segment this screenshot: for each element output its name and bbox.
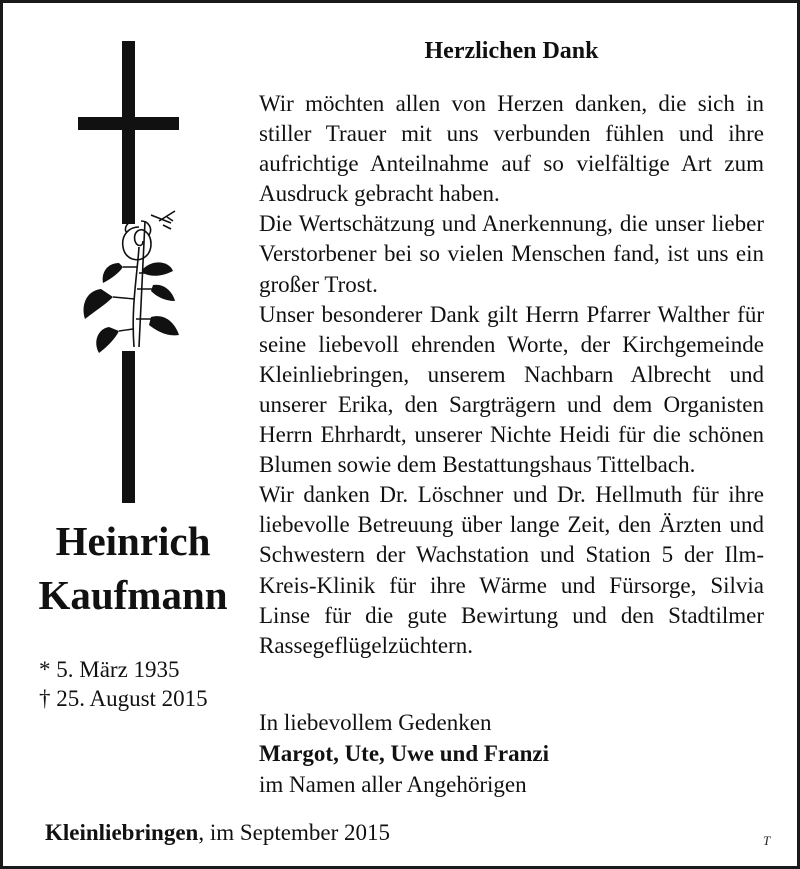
notice-date: , im September 2015: [198, 820, 390, 845]
notice-body: [259, 89, 764, 661]
publisher-mark: T: [763, 833, 771, 848]
paragraph: Die Wertschätzung und Anerkennung, die unser lieber Verstorbener bei so vielen Menschen fand, ist uns ein großer Trost.: [259, 211, 764, 297]
cross-stem: [122, 351, 135, 503]
rose-icon: [79, 207, 199, 357]
paragraph: Wir danken Dr. Löschner und Dr. Hellmuth für ihre liebevolle Betreuung über lange Zeit, den Ärzten und Schwestern der Wachstation und Station 5 der Ilm-Kreis-Klinik für ihre Wärme und Fürsorge, Silvia Linse für die gute Bewirtung und den Stadtilmer Rassegeflügelzüchtern.: [259, 482, 764, 658]
life-dates: [39, 655, 208, 713]
notice-headline: Herzlichen Dank: [424, 38, 599, 64]
place-and-date: [45, 818, 390, 848]
cross-icon: [122, 41, 135, 224]
cross-with-rose: [63, 41, 203, 503]
death-date: † 25. August 2015: [39, 686, 208, 711]
deceased-last-name: Kaufmann: [38, 572, 228, 618]
closing-greeting: In liebevollem Gedenken: [259, 710, 492, 735]
closing-block: [259, 707, 549, 800]
paragraph: Unser besonderer Dank gilt Herrn Pfarrer Walther für seine liebevoll ehrenden Worte, der Kirchgemeinde Kleinliebringen, unserem Nachbarn Albrecht und unserer Erika, den Sargträgern und dem Organisten Herrn Ehrhardt, unserer Nichte Heidi für die schönen Blumen sowie dem Bestattungshaus Tittelbach.: [259, 301, 764, 478]
closing-note: im Namen aller Angehörigen: [259, 772, 527, 797]
deceased-first-name: Heinrich: [55, 518, 211, 564]
birth-date: * 5. März 1935: [39, 657, 180, 682]
cross-bar: [78, 117, 179, 130]
signers: Margot, Ute, Uwe und Franzi: [259, 741, 550, 766]
place-name: Kleinliebringen: [45, 820, 199, 845]
paragraph: Wir möchten allen von Herzen danken, die sich in stiller Trauer mit uns verbunden fühlen und ihre aufrichtige Anteilnahme auf so vielfältige Art zum Ausdruck gebracht haben.: [259, 91, 764, 207]
